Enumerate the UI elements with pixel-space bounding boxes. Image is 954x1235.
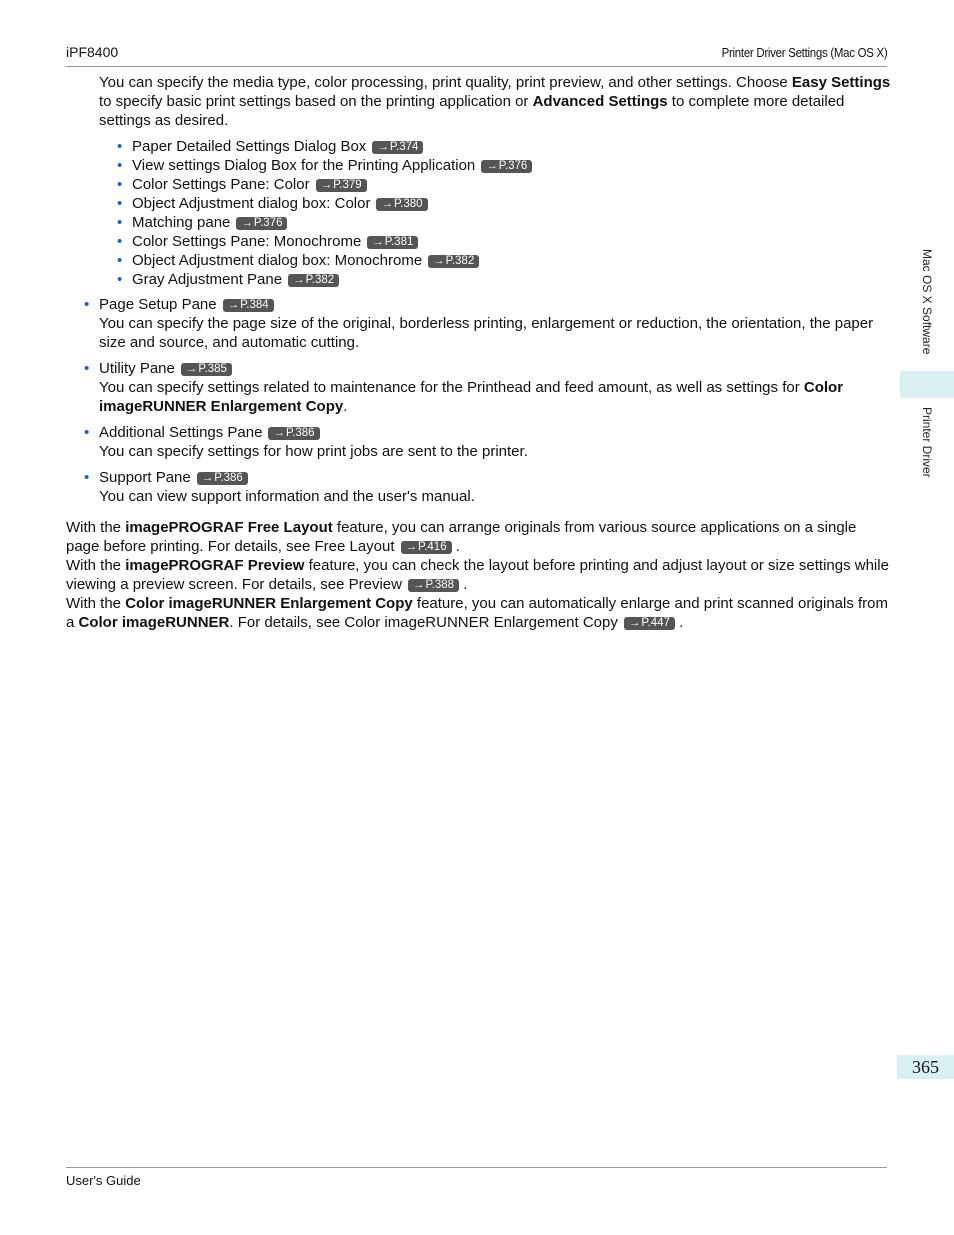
page-reference: P.374 — [389, 141, 419, 153]
page-reference-link[interactable] — [481, 160, 532, 173]
page-reference: P.384 — [240, 299, 269, 311]
paragraph-text: With the — [66, 595, 126, 612]
page-reference: P.382 — [305, 274, 335, 286]
page-reference: P.380 — [393, 198, 423, 210]
list-item-label: Additional Settings Pane — [99, 424, 263, 441]
sidebar-tab-printer-driver[interactable]: Printer Driver — [920, 407, 934, 478]
page-reference-link[interactable] — [376, 198, 427, 211]
arrow-icon: → — [412, 579, 425, 591]
arrow-icon: → — [241, 217, 253, 229]
sidebar-tab-software[interactable]: Mac OS X Software — [920, 249, 934, 355]
list-item-description: You can view support information and the user's manual. — [99, 488, 475, 505]
page-reference: P.385 — [198, 363, 227, 375]
paragraph-text: feature, you can check the layout before printing and adjust layout or size settings while viewing a preview screen. For details, see Preview — [66, 557, 889, 593]
arrow-icon: → — [372, 236, 384, 248]
list-item-label: Support Pane — [99, 469, 191, 486]
page-reference-link[interactable] — [236, 217, 287, 230]
main-content — [66, 73, 891, 632]
page-reference-link[interactable] — [268, 427, 319, 440]
list-item-label: Object Adjustment dialog box: Color — [132, 195, 371, 212]
arrow-icon: → — [628, 617, 641, 629]
list-item — [132, 270, 891, 289]
enlargement-copy-term: Color imageRUNNER Enlargement Copy — [125, 595, 413, 612]
page-reference: P.388 — [425, 579, 455, 591]
paragraph-text: . — [451, 538, 460, 555]
paragraph-text: . — [674, 614, 684, 631]
section-title: Printer Driver Settings (Mac OS X) — [721, 45, 887, 60]
list-item — [99, 423, 891, 461]
arrow-icon: → — [320, 179, 333, 191]
preview-term: imagePROGRAF Preview — [125, 557, 305, 574]
list-item — [132, 232, 891, 251]
list-item — [132, 213, 891, 232]
page-reference: P.382 — [445, 255, 475, 267]
intro-text: to complete more detailed settings as desired. — [99, 93, 845, 129]
page-reference: P.447 — [641, 617, 670, 629]
arrow-icon: → — [486, 160, 498, 172]
list-item — [132, 156, 891, 175]
page-reference-link[interactable] — [372, 141, 423, 154]
list-item — [99, 295, 891, 352]
list-item — [132, 175, 891, 194]
list-item-label: Paper Detailed Settings Dialog Box — [132, 138, 367, 155]
arrow-icon: → — [273, 427, 285, 439]
page-reference-link[interactable] — [181, 363, 232, 376]
list-item-label: Page Setup Pane — [99, 296, 217, 313]
page-reference-link[interactable] — [316, 179, 367, 192]
description-text: . — [343, 398, 348, 415]
list-item-title — [99, 359, 891, 378]
page-reference-link[interactable] — [223, 299, 274, 312]
page-reference-link[interactable] — [197, 472, 248, 485]
free-layout-paragraph — [66, 518, 891, 556]
settings-sublist — [132, 137, 891, 289]
page-reference-link[interactable] — [624, 617, 675, 630]
list-item-label: Utility Pane — [99, 360, 175, 377]
arrow-icon: → — [433, 255, 445, 267]
list-item-description — [99, 378, 891, 416]
intro-paragraph — [99, 73, 891, 130]
paragraph-text: . For details, see Color imageRUNNER Enlargement Copy — [229, 614, 618, 631]
list-item — [132, 137, 891, 156]
free-layout-term: imagePROGRAF Free Layout — [125, 519, 333, 536]
list-item-title — [99, 423, 891, 442]
list-item — [99, 359, 891, 416]
arrow-icon: → — [381, 198, 393, 210]
imagerunner-term: Color imageRUNNER — [78, 614, 230, 631]
list-item-title — [99, 468, 891, 487]
paragraph-text: feature, you can arrange originals from various source applications on a single page before printing. For details, see Free Layout — [66, 519, 857, 555]
page-reference: P.379 — [333, 179, 362, 191]
page-reference-link[interactable] — [428, 255, 479, 268]
page-reference: P.416 — [418, 541, 447, 553]
paragraph-text: With the — [66, 557, 126, 574]
paragraph-text: feature, you can automatically enlarge and print scanned originals from a — [66, 595, 889, 631]
page-reference: P.386 — [214, 472, 243, 484]
sidebar-active-marker — [900, 371, 954, 398]
list-item-label: View settings Dialog Box for the Printing Application — [132, 157, 476, 174]
closing-section — [66, 518, 891, 632]
list-item-description: You can specify settings for how print jobs are sent to the printer. — [99, 443, 528, 460]
page-reference: P.376 — [498, 160, 528, 172]
list-item-label: Matching pane — [132, 214, 231, 231]
arrow-icon: → — [293, 274, 305, 286]
page-header — [66, 44, 887, 67]
arrow-icon: → — [227, 299, 240, 311]
page-reference-link[interactable] — [401, 541, 452, 554]
paragraph-text: With the — [66, 519, 126, 536]
page-number: 365 — [897, 1055, 954, 1079]
list-item-title — [99, 295, 891, 314]
product-name: iPF8400 — [66, 44, 119, 60]
list-item — [132, 251, 891, 270]
arrow-icon: → — [201, 472, 214, 484]
page-reference: P.381 — [384, 236, 414, 248]
page-footer: User's Guide — [66, 1167, 887, 1188]
paragraph-text: . — [459, 576, 468, 593]
arrow-icon: → — [377, 141, 389, 153]
list-item-description: You can specify the page size of the original, borderless printing, enlargement or reduction, the orientation, the paper size and source, and automatic cutting. — [99, 315, 874, 351]
preview-paragraph — [66, 556, 891, 594]
list-item — [99, 468, 891, 506]
page-reference-link[interactable] — [408, 579, 459, 592]
page-reference-link[interactable] — [288, 274, 339, 287]
intro-text: You can specify the media type, color processing, print quality, print preview, and other settings. Choose — [99, 74, 792, 91]
list-item-label: Color Settings Pane: Color — [132, 176, 310, 193]
arrow-icon: → — [185, 363, 198, 375]
list-item — [132, 194, 891, 213]
list-item-label: Object Adjustment dialog box: Monochrome — [132, 252, 423, 269]
arrow-icon: → — [405, 541, 418, 553]
easy-settings-term: Easy Settings — [791, 74, 891, 91]
intro-text: to specify basic print settings based on the printing application or — [99, 93, 533, 110]
list-item-label: Color Settings Pane: Monochrome — [132, 233, 362, 250]
pane-list — [99, 295, 891, 506]
page-reference: P.386 — [285, 427, 315, 439]
page-reference-link[interactable] — [367, 236, 418, 249]
description-text: You can specify settings related to maintenance for the Printhead and feed amount, as well as settings for — [99, 379, 804, 396]
advanced-settings-term: Advanced Settings — [532, 93, 668, 110]
list-item-label: Gray Adjustment Pane — [132, 271, 283, 288]
page-reference: P.376 — [253, 217, 283, 229]
enlargement-copy-paragraph — [66, 594, 891, 632]
enlargement-copy-term: Color imageRUNNER Enlargement Copy — [99, 379, 844, 415]
